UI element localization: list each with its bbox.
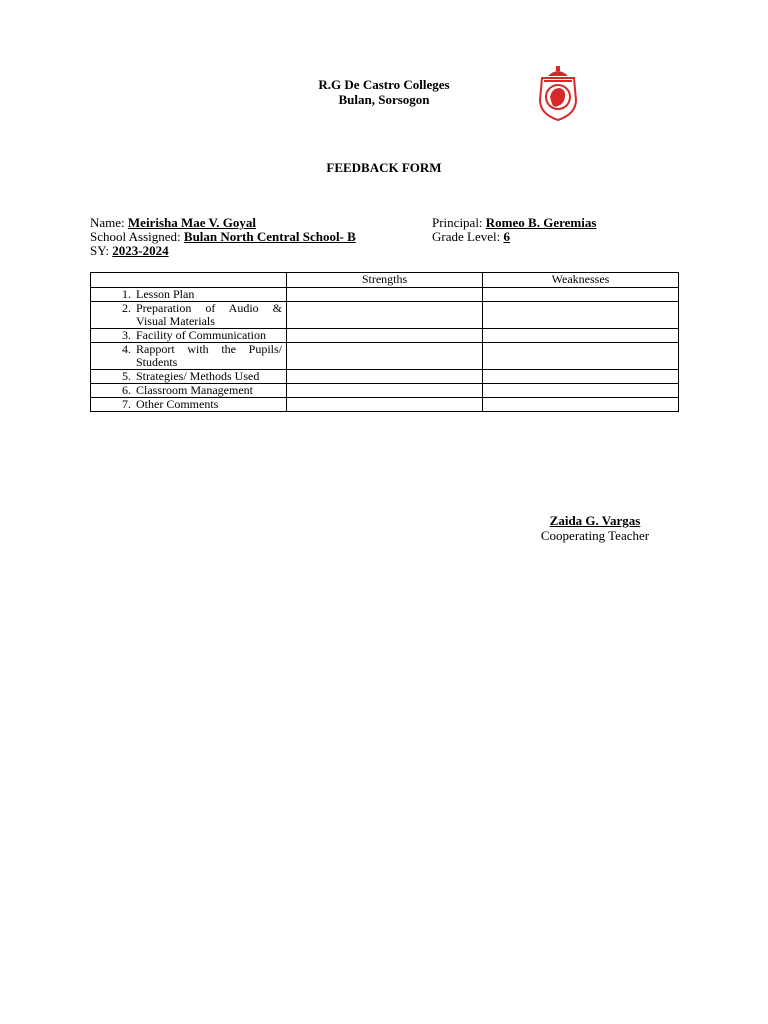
criterion-number: 1. xyxy=(122,287,131,301)
table-row xyxy=(91,370,679,384)
grade-line xyxy=(432,230,510,244)
criterion-cell xyxy=(91,302,287,329)
table-row xyxy=(91,398,679,412)
criterion-label: Rapport with the Pupils/ Students xyxy=(136,342,282,369)
weaknesses-cell[interactable] xyxy=(483,329,679,343)
name-label: Name: xyxy=(90,215,125,230)
table-row xyxy=(91,343,679,370)
school-year: 2023-2024 xyxy=(112,243,169,258)
table-row xyxy=(91,302,679,329)
weaknesses-cell[interactable] xyxy=(483,302,679,329)
college-location: Bulan, Sorsogon xyxy=(338,92,430,107)
strengths-cell[interactable] xyxy=(287,370,483,384)
criterion-cell xyxy=(91,398,287,412)
criterion-number: 2. xyxy=(122,301,131,315)
criterion-label: Lesson Plan xyxy=(136,287,195,301)
student-name: Meirisha Mae V. Goyal xyxy=(127,215,256,230)
school-line xyxy=(90,230,356,244)
strengths-cell[interactable] xyxy=(287,288,483,302)
weaknesses-cell[interactable] xyxy=(483,288,679,302)
weaknesses-header: Weaknesses xyxy=(483,273,679,288)
signatory-role: Cooperating Teacher xyxy=(540,528,650,543)
criterion-cell xyxy=(91,329,287,343)
criterion-label: Strategies/ Methods Used xyxy=(136,369,260,383)
form-title: FEEDBACK FORM xyxy=(326,160,442,175)
feedback-table xyxy=(90,272,679,412)
weaknesses-cell[interactable] xyxy=(483,370,679,384)
strengths-cell[interactable] xyxy=(287,302,483,329)
criterion-cell xyxy=(91,384,287,398)
criterion-label: Classroom Management xyxy=(136,383,253,397)
criterion-number: 6. xyxy=(122,383,131,397)
weaknesses-cell[interactable] xyxy=(483,398,679,412)
criterion-label: Facility of Communication xyxy=(136,328,266,342)
weaknesses-cell[interactable] xyxy=(483,343,679,370)
criterion-label: Other Comments xyxy=(136,397,219,411)
school-label: School Assigned: xyxy=(90,229,181,244)
grade-label: Grade Level: xyxy=(432,229,501,244)
table-row xyxy=(91,384,679,398)
college-name: R.G De Castro Colleges xyxy=(318,77,450,92)
strengths-cell[interactable] xyxy=(287,329,483,343)
strengths-cell[interactable] xyxy=(287,384,483,398)
principal-label: Principal: xyxy=(432,215,483,230)
sy-line xyxy=(90,244,169,258)
strengths-header: Strengths xyxy=(287,273,483,288)
name-line xyxy=(90,216,256,230)
criterion-cell xyxy=(91,288,287,302)
criterion-cell xyxy=(91,343,287,370)
criteria-header xyxy=(91,273,287,288)
table-row xyxy=(91,288,679,302)
grade-level: 6 xyxy=(503,229,510,244)
criterion-number: 3. xyxy=(122,328,131,342)
sy-label: SY: xyxy=(90,243,110,258)
principal-line xyxy=(432,216,596,230)
criterion-number: 5. xyxy=(122,369,131,383)
school-header xyxy=(284,77,484,107)
weaknesses-cell[interactable] xyxy=(483,384,679,398)
criterion-number: 4. xyxy=(122,342,131,356)
signature-block xyxy=(520,513,670,543)
criterion-cell xyxy=(91,370,287,384)
school-assigned: Bulan North Central School- B xyxy=(183,229,356,244)
strengths-cell[interactable] xyxy=(287,398,483,412)
criterion-label: Preparation of Audio & Visual Materials xyxy=(136,301,282,328)
table-header-row xyxy=(91,273,679,288)
principal-name: Romeo B. Geremias xyxy=(485,215,597,230)
table-row xyxy=(91,329,679,343)
criterion-number: 7. xyxy=(122,397,131,411)
strengths-cell[interactable] xyxy=(287,343,483,370)
college-seal-logo xyxy=(534,64,582,122)
signatory-name: Zaida G. Vargas xyxy=(549,513,641,528)
